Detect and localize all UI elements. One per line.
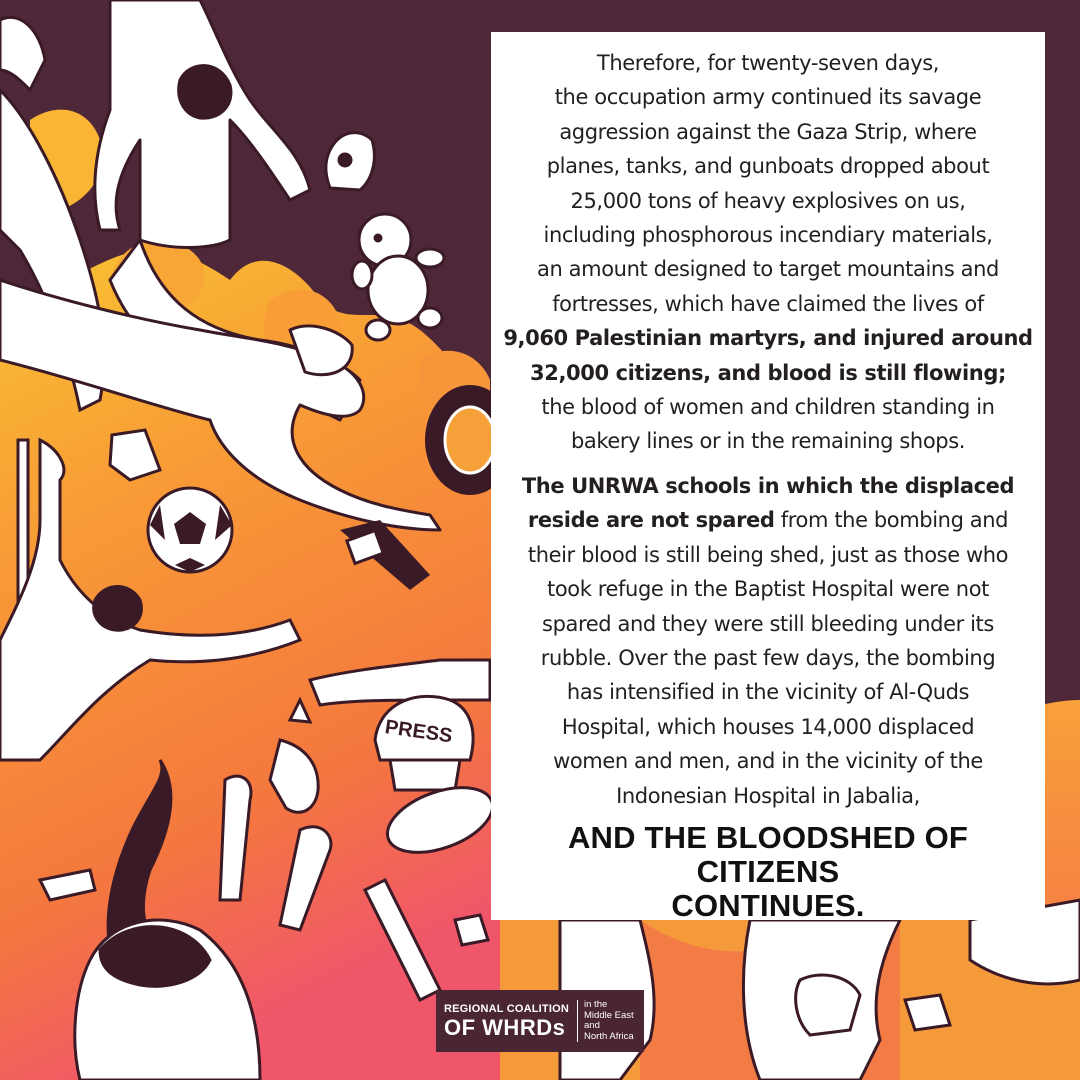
- text-line: women and men, and in the vicinity of the: [553, 749, 983, 774]
- logo-region-line: in the: [584, 999, 608, 1010]
- text-line: spared and they were still bleeding under its: [542, 611, 994, 636]
- text-line: rubble. Over the past few days, the bombing: [540, 645, 996, 670]
- text-line: planes, tanks, and gunboats dropped about: [546, 154, 990, 179]
- text-line: from the bombing and: [774, 508, 1009, 533]
- text-line: their blood is still being shed, just as those who: [527, 542, 1009, 567]
- logo-region: [584, 1000, 634, 1042]
- text-line: bakery lines or in the remaining shops.: [570, 429, 966, 454]
- logo-wordmark: [444, 1003, 569, 1040]
- logo-divider: [577, 1000, 578, 1042]
- text-line: the blood of women and children standing in: [541, 395, 995, 420]
- text-line: aggression against the Gaza Strip, where: [559, 119, 977, 144]
- text-line: fortresses, which have claimed the lives of: [552, 291, 984, 316]
- logo-region-line: North Africa: [584, 1030, 634, 1042]
- text-line: took refuge in the Baptist Hospital were not: [547, 577, 989, 602]
- text-line: has intensified in the vicinity of Al-Quds: [566, 680, 970, 705]
- text-line: Therefore, for twenty-seven days,: [596, 51, 940, 75]
- casualty-figures: 9,060 Palestinian martyrs, and injured around: [503, 326, 1033, 351]
- text-panel: [491, 32, 1045, 923]
- text-line: Indonesian Hospital in Jabalia,: [616, 783, 920, 808]
- logo-region-line: and: [584, 1020, 600, 1031]
- logo-line-2: OF WHRDs: [444, 1014, 566, 1040]
- closing-line: AND THE BLOODSHED OF CITIZENS: [567, 819, 969, 889]
- press-label: PRESS: [383, 716, 454, 748]
- closing-line: CONTINUES.: [671, 887, 865, 923]
- closing-statement: [501, 821, 1035, 923]
- text-line: including phosphorous incendiary materials,: [543, 223, 993, 248]
- logo-line-1: REGIONAL COALITION: [444, 1002, 570, 1015]
- paragraph-1: [501, 46, 1035, 459]
- paragraph-2: [501, 469, 1035, 813]
- text-line: Hospital, which houses 14,000 displaced: [561, 714, 975, 739]
- soccer-ball-icon: [148, 488, 232, 572]
- text-line: 25,000 tons of heavy explosives on us,: [570, 188, 966, 213]
- text-line: an amount designed to target mountains and: [537, 257, 999, 282]
- organization-logo: [436, 990, 644, 1052]
- unrwa-highlight: reside are not spared: [527, 508, 775, 533]
- casualty-figures: 32,000 citizens, and blood is still flowing;: [530, 360, 1006, 385]
- logo-region-line: Middle East: [584, 1009, 634, 1021]
- text-line: the occupation army continued its savage: [554, 85, 982, 110]
- unrwa-highlight: The UNRWA schools in which the displaced: [521, 473, 1015, 498]
- sneaker-icon: [326, 133, 374, 190]
